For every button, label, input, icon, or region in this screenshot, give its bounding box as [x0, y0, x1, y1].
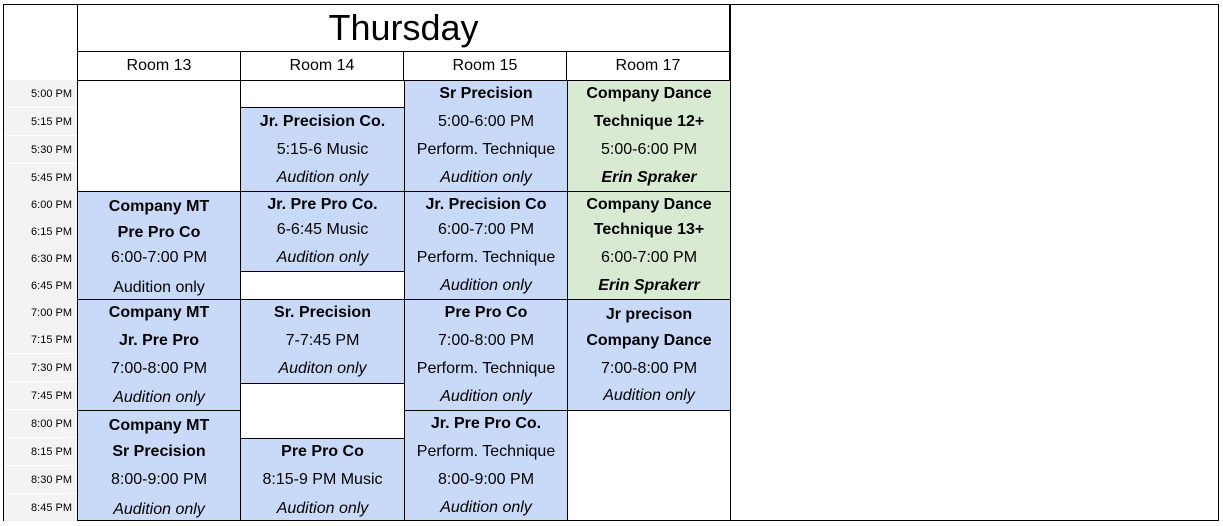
class-block[interactable] — [77, 410, 241, 521]
empty-slot — [240, 271, 405, 300]
class-block[interactable] — [77, 191, 241, 300]
time-label: 6:30 PM — [4, 245, 77, 273]
class-block[interactable] — [404, 80, 568, 192]
time-label: 6:00 PM — [4, 191, 77, 219]
room-header-14: Room 14 — [241, 52, 404, 81]
class-time: 5:15-6 Music — [276, 141, 369, 158]
class-time: 5:00-6:00 PM — [600, 141, 698, 158]
class-name: Company MT — [108, 417, 210, 434]
class-name: Pre Pro Co — [117, 224, 201, 241]
class-name: Sr Precision — [439, 85, 533, 102]
empty-slot — [240, 80, 405, 108]
room-header-17: Room 17 — [567, 52, 730, 81]
class-name: Pre Pro Co — [281, 443, 364, 460]
class-time: 6-6:45 Music — [276, 221, 369, 238]
class-name: Company MT — [108, 198, 210, 215]
class-block[interactable] — [240, 299, 405, 384]
room-header-15: Room 15 — [404, 52, 567, 81]
class-block[interactable] — [404, 191, 568, 300]
class-name: Jr. Precision Co. — [259, 113, 386, 130]
class-block[interactable] — [567, 191, 731, 300]
class-block[interactable] — [404, 410, 568, 521]
class-name: Company Dance — [586, 85, 712, 102]
class-type: Perform. Technique — [416, 360, 556, 377]
time-label: 5:45 PM — [4, 164, 77, 192]
class-note: Audition only — [276, 500, 369, 517]
class-time: 8:15-9 PM Music — [262, 471, 383, 488]
class-name: Jr precison — [605, 306, 693, 323]
instructor-name: Erin Spraker — [601, 169, 697, 186]
instructor-name: Erin Sprakerr — [598, 277, 700, 294]
class-name: Jr. Pre Pro Co. — [430, 415, 542, 432]
class-note: Audition only — [440, 388, 532, 405]
time-label: 7:30 PM — [4, 354, 77, 382]
class-time: 5:00-6:00 PM — [437, 113, 535, 130]
time-label: 7:00 PM — [4, 299, 77, 327]
class-name: Jr. Pre Pro Co. — [267, 196, 378, 213]
class-type: Perform. Technique — [416, 249, 556, 266]
class-note: Audition only — [113, 279, 205, 296]
class-block[interactable] — [404, 299, 568, 411]
empty-area — [730, 4, 1219, 521]
class-name: Sr Precision — [112, 443, 206, 460]
time-label: 8:00 PM — [4, 410, 77, 438]
time-label: 6:45 PM — [4, 272, 77, 300]
class-type: Perform. Technique — [416, 443, 556, 460]
class-time: 7:00-8:00 PM — [437, 332, 535, 349]
empty-slot — [567, 410, 731, 521]
time-label: 5:30 PM — [4, 136, 77, 164]
class-note: Audition only — [440, 499, 532, 516]
class-time: 7:00-8:00 PM — [110, 360, 208, 377]
time-label: 8:15 PM — [4, 438, 77, 466]
class-note: Audition only — [603, 387, 695, 404]
class-time: 7-7:45 PM — [285, 332, 360, 349]
time-label: 6:15 PM — [4, 218, 77, 246]
class-name: Technique 13+ — [593, 221, 705, 238]
class-note: Audition only — [276, 169, 369, 186]
class-note: Audition only — [440, 169, 532, 186]
class-block[interactable] — [240, 438, 405, 521]
empty-slot — [77, 80, 241, 192]
time-label: 7:45 PM — [4, 382, 77, 410]
class-time: 6:00-7:00 PM — [110, 249, 208, 266]
class-type: Perform. Technique — [416, 141, 556, 158]
class-time: 8:00-9:00 PM — [110, 471, 208, 488]
class-time: 8:00-9:00 PM — [437, 471, 535, 488]
class-name: Sr. Precision — [274, 304, 371, 321]
class-block[interactable] — [567, 80, 731, 192]
time-label: 8:45 PM — [4, 494, 77, 522]
day-title: Thursday — [77, 4, 730, 52]
class-block[interactable] — [77, 299, 241, 411]
class-name: Company Dance — [586, 196, 712, 213]
class-block[interactable] — [240, 191, 405, 272]
time-label: 5:00 PM — [4, 80, 77, 108]
room-header-13: Room 13 — [77, 52, 241, 81]
class-time: 6:00-7:00 PM — [437, 221, 535, 238]
class-block[interactable] — [567, 299, 731, 411]
empty-slot — [240, 383, 405, 439]
time-label: 7:15 PM — [4, 326, 77, 354]
class-note: Audition only — [113, 501, 205, 518]
class-note: Auditon only — [278, 360, 367, 377]
class-name: Technique 12+ — [593, 113, 705, 130]
class-block[interactable] — [240, 107, 405, 192]
class-time: 6:00-7:00 PM — [600, 249, 698, 266]
class-note: Audition only — [440, 277, 532, 294]
class-note: Audition only — [113, 389, 205, 406]
time-label: 5:15 PM — [4, 108, 77, 136]
class-name: Jr. Pre Pro — [118, 332, 200, 349]
time-label: 8:30 PM — [4, 466, 77, 494]
class-time: 7:00-8:00 PM — [600, 360, 698, 377]
class-note: Audition only — [276, 249, 369, 266]
class-name: Company MT — [108, 304, 210, 321]
class-name: Jr. Precision Co — [425, 196, 547, 213]
class-name: Pre Pro Co — [444, 304, 528, 321]
class-name: Company Dance — [586, 332, 712, 349]
